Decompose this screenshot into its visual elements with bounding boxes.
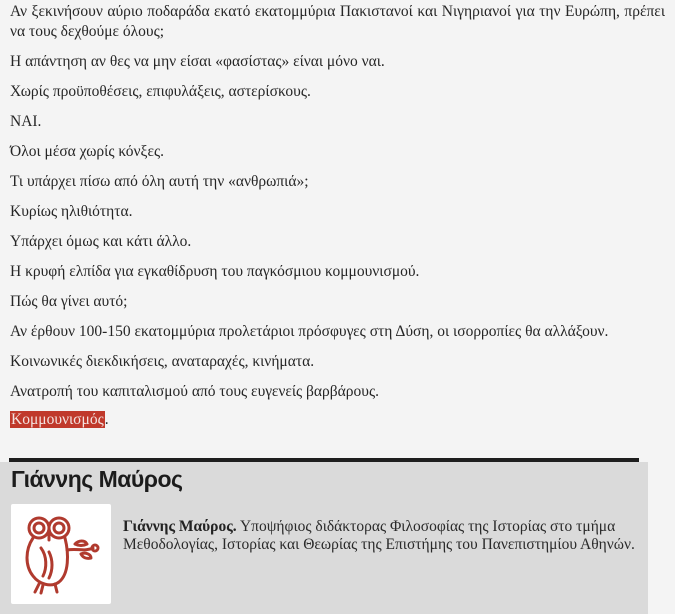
- paragraph: Ανατροπή του καπιταλισμού από τους ευγενείς βαρβάρους.: [10, 383, 379, 400]
- paragraph: Η απάντηση αν θες να μην είσαι «φασίστας» είναι μόνο ναι.: [10, 53, 385, 70]
- paragraph: Χωρίς προϋποθέσεις, επιφυλάξεις, αστερίσκους.: [10, 83, 311, 100]
- paragraph: Η κρυφή ελπίδα για εγκαθίδρυση του παγκόσμιου κομμουνισμού.: [10, 263, 420, 280]
- owl-icon: [15, 508, 107, 600]
- paragraph: Τι υπάρχει πίσω από όλη αυτή την «ανθρωπιά»;: [10, 173, 309, 190]
- paragraph: ΝΑΙ.: [10, 113, 42, 130]
- paragraph: Αν έρθουν 100-150 εκατομμύρια προλετάριοι πρόσφυγες στη Δύση, οι ισορροπίες θα αλλάξουν.: [10, 323, 609, 340]
- author-bio: [123, 518, 643, 554]
- final-punctuation: .: [104, 411, 109, 428]
- page-margin: [648, 458, 675, 614]
- paragraph: Υπάρχει όμως και κάτι άλλο.: [10, 233, 192, 250]
- paragraph: Όλοι μέσα χωρίς κόνξες.: [10, 143, 164, 160]
- author-box: [0, 462, 648, 614]
- paragraph: Πώς θα γίνει αυτό;: [10, 293, 128, 310]
- author-bio-name[interactable]: Γιάννης Μαύρος.: [123, 518, 237, 535]
- author-bio-text: Υποψήφιος διδάκτορας Φιλοσοφίας της Ιστορίας στο τμήμα Μεθοδολογίας, Ιστορίας και Θεωρίας της Επιστήμης του Πανεπιστημίου Αθηνών.: [123, 518, 635, 553]
- paragraph: Κοινωνικές διεκδικήσεις, αναταραχές, κινήματα.: [10, 353, 315, 370]
- final-paragraph: [10, 410, 665, 430]
- highlighted-word: Κομμουνισμός: [11, 411, 104, 428]
- author-heading: Γιάννης Μαύρος: [11, 466, 183, 492]
- paragraph: Κυρίως ηλιθιότητα.: [10, 203, 133, 220]
- paragraph: Αν ξεκινήσουν αύριο ποδαράδα εκατό εκατομμύρια Πακιστανοί και Νιγηριανοί για την Ευρώπη, πρέπει να τους δεχθούμε όλους;: [10, 3, 665, 40]
- author-avatar[interactable]: [11, 504, 111, 604]
